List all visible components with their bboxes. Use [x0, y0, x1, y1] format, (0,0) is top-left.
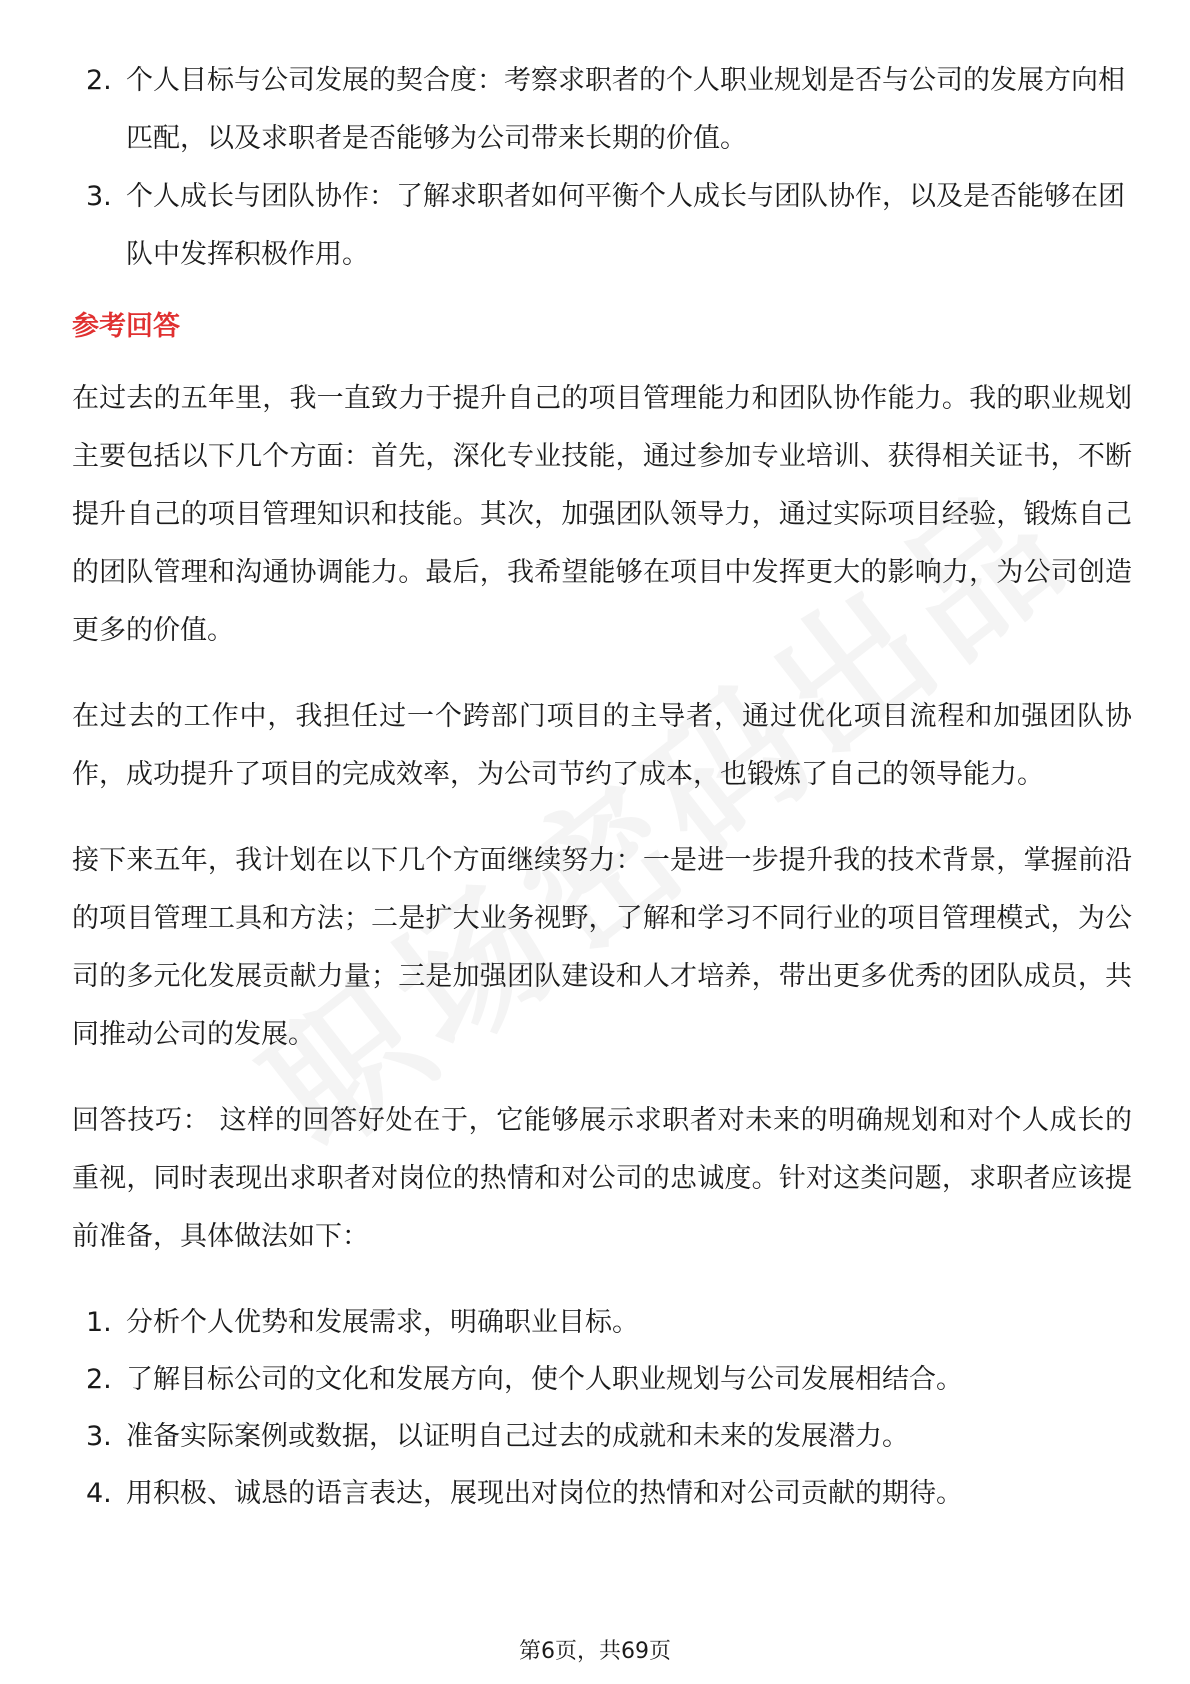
list-item — [72, 1294, 1132, 1351]
list-number: 3. — [86, 181, 112, 212]
answer-tips-paragraph: 回答技巧： 这样的回答好处在于，它能够展示求职者对未来的明确规划和对个人成长的重视，同时表现出求职者对岗位的热情和对公司的忠诚度。针对这类问题，求职者应该提前准备，具体做法如下： — [72, 1105, 1132, 1252]
list-item-text: 用积极、诚恳的语言表达，展现出对岗位的热情和对公司贡献的期待。 — [126, 1478, 963, 1509]
list-item — [72, 1408, 1132, 1465]
list-number: 2. — [86, 65, 112, 96]
tips-list — [72, 1294, 1132, 1522]
list-item — [72, 168, 1132, 284]
criteria-list — [72, 52, 1132, 284]
page-number-footer: 第6页，共69页 — [519, 1639, 671, 1664]
answer-paragraph: 在过去的工作中，我担任过一个跨部门项目的主导者，通过优化项目流程和加强团队协作，成功提升了项目的完成效率，为公司节约了成本，也锻炼了自己的领导能力。 — [72, 701, 1132, 790]
list-item-text: 分析个人优势和发展需求，明确职业目标。 — [126, 1307, 639, 1338]
list-number: 2. — [86, 1364, 112, 1395]
list-item — [72, 1465, 1132, 1522]
answer-paragraph: 在过去的五年里，我一直致力于提升自己的项目管理能力和团队协作能力。我的职业规划主要包括以下几个方面：首先，深化专业技能，通过参加专业培训、获得相关证书，不断提升自己的项目管理知识和技能。其次，加强团队领导力，通过实际项目经验，锻炼自己的团队管理和沟通协调能力。最后，我希望能够在项目中发挥更大的影响力，为公司创造更多的价值。 — [72, 383, 1132, 646]
list-item-text: 个人成长与团队协作：了解求职者如何平衡个人成长与团队协作，以及是否能够在团队中发挥积极作用。 — [126, 181, 1125, 270]
list-item-text: 准备实际案例或数据，以证明自己过去的成就和未来的发展潜力。 — [126, 1421, 909, 1452]
reference-answer-heading: 参考回答 — [72, 311, 180, 342]
answer-paragraph: 接下来五年，我计划在以下几个方面继续努力：一是进一步提升我的技术背景，掌握前沿的项目管理工具和方法；二是扩大业务视野，了解和学习不同行业的项目管理模式，为公司的多元化发展贡献力量；三是加强团队建设和人才培养，带出更多优秀的团队成员，共同推动公司的发展。 — [72, 845, 1132, 1050]
list-number: 3. — [86, 1421, 112, 1452]
list-item-text: 个人目标与公司发展的契合度：考察求职者的个人职业规划是否与公司的发展方向相匹配，以及求职者是否能够为公司带来长期的价值。 — [126, 65, 1125, 154]
page-content — [72, 52, 1132, 1522]
list-item — [72, 1351, 1132, 1408]
list-number: 1. — [86, 1307, 112, 1338]
list-item-text: 了解目标公司的文化和发展方向，使个人职业规划与公司发展相结合。 — [126, 1364, 963, 1395]
list-item — [72, 52, 1132, 168]
list-number: 4. — [86, 1478, 112, 1509]
